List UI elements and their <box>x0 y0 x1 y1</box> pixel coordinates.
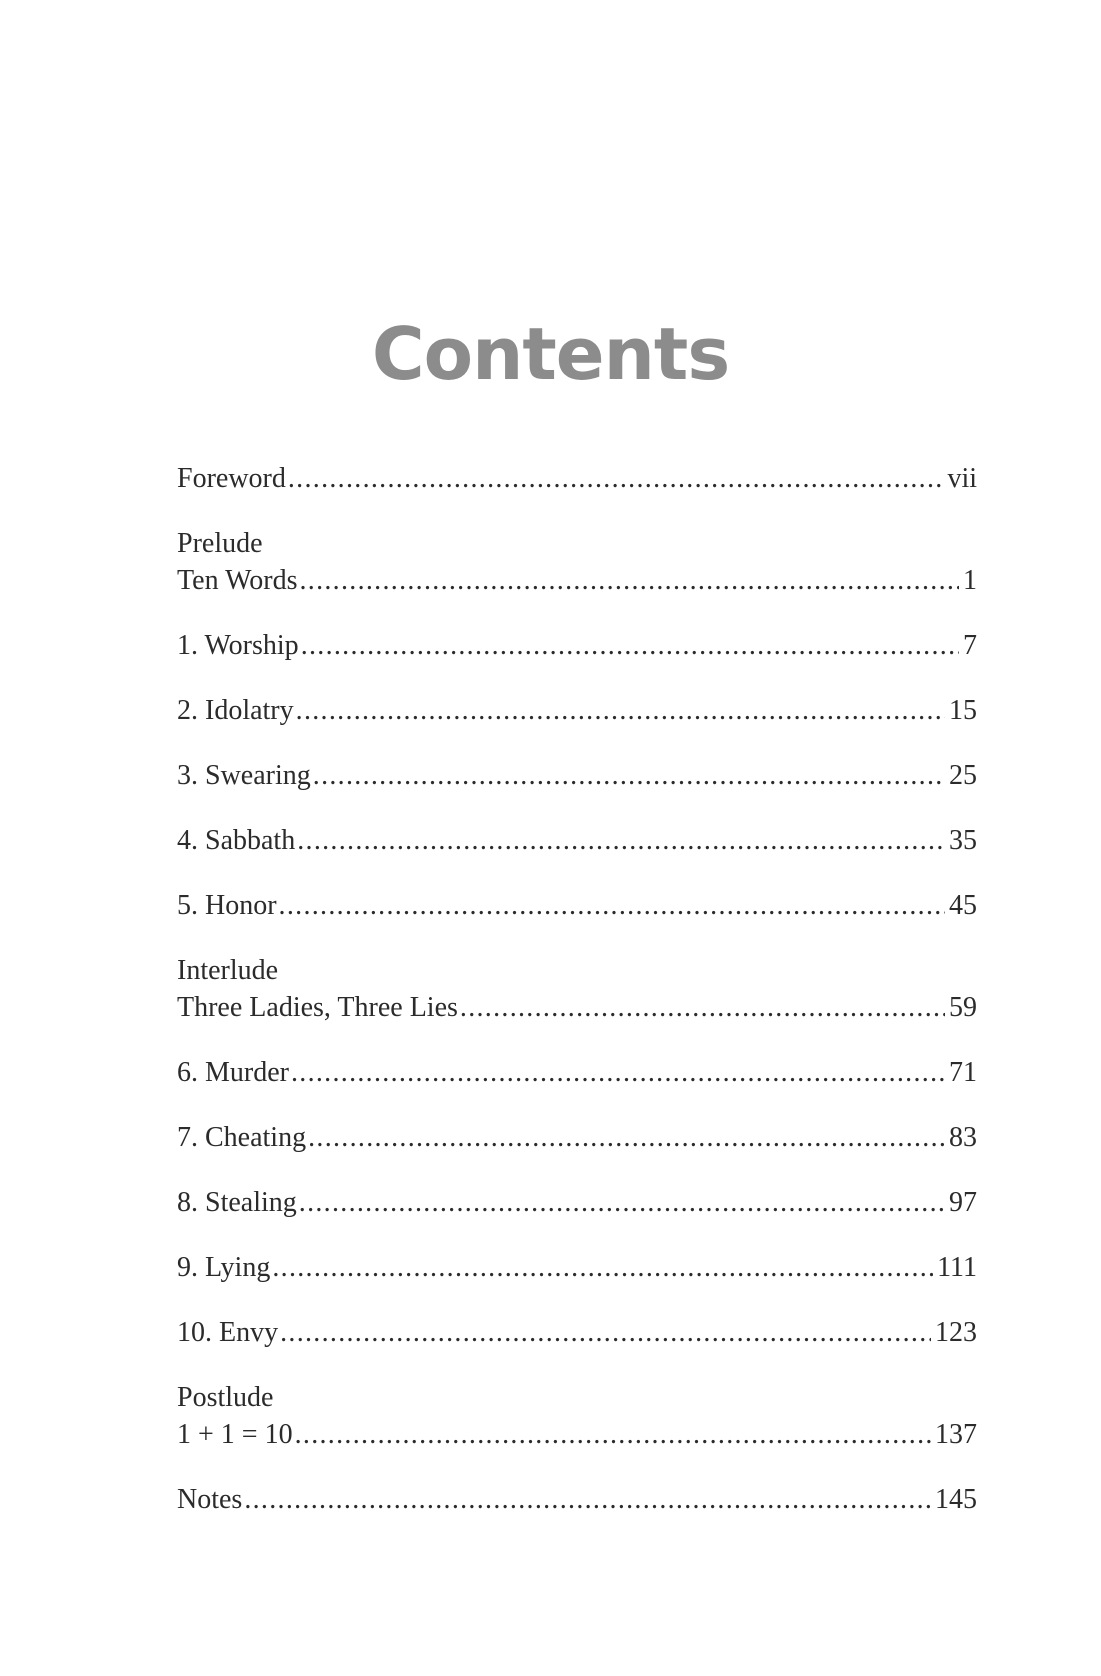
toc-section-heading: Prelude <box>177 528 263 559</box>
toc-entry-label: 3. Swearing <box>177 760 311 791</box>
toc-row <box>177 1054 977 1091</box>
toc-page-number: 123 <box>935 1317 977 1348</box>
toc-section-heading: Interlude <box>177 955 279 986</box>
toc-page-number: 145 <box>935 1484 977 1515</box>
toc-entry-label: Three Ladies, Three Lies <box>177 992 458 1023</box>
toc-page-number: 71 <box>949 1057 977 1088</box>
toc-entry-postlude <box>177 1379 977 1453</box>
toc-entry-stealing <box>177 1184 977 1221</box>
toc-row <box>177 562 977 599</box>
page-title: Contents <box>371 312 730 396</box>
toc-entry-label: Notes <box>177 1484 243 1515</box>
toc-row <box>177 1314 977 1351</box>
toc-entry-honor <box>177 887 977 924</box>
toc-page-number: 45 <box>949 890 977 921</box>
toc-entry-label: Ten Words <box>177 565 298 596</box>
toc-entry-label: 1. Worship <box>177 630 299 661</box>
toc-entry-swearing <box>177 757 977 794</box>
toc-page-number: 97 <box>949 1187 977 1218</box>
toc-page-number: vii <box>947 463 977 494</box>
dot-leader <box>244 1481 931 1518</box>
table-of-contents <box>177 460 977 1518</box>
toc-row <box>177 757 977 794</box>
toc-page-number: 59 <box>949 992 977 1023</box>
toc-entry-label: 7. Cheating <box>177 1122 307 1153</box>
toc-row <box>177 1416 977 1453</box>
toc-page-number: 7 <box>963 630 977 661</box>
toc-page-number: 83 <box>949 1122 977 1153</box>
toc-page-number: 35 <box>949 825 977 856</box>
toc-row <box>177 1481 977 1518</box>
toc-entry-label: 8. Stealing <box>177 1187 297 1218</box>
toc-entry-label: 1 + 1 = 10 <box>177 1419 293 1450</box>
dot-leader <box>295 1416 931 1453</box>
toc-row <box>177 822 977 859</box>
toc-entry-idolatry <box>177 692 977 729</box>
toc-row <box>177 460 977 497</box>
toc-page-number: 137 <box>935 1419 977 1450</box>
dot-leader <box>296 692 945 729</box>
toc-entry-interlude <box>177 952 977 1026</box>
toc-row <box>177 989 977 1026</box>
toc-page-number: 15 <box>949 695 977 726</box>
dot-leader <box>313 757 945 794</box>
toc-row <box>177 1184 977 1221</box>
toc-row <box>177 627 977 664</box>
dot-leader <box>291 1054 945 1091</box>
toc-row <box>177 692 977 729</box>
toc-entry-lying <box>177 1249 977 1286</box>
dot-leader <box>279 887 945 924</box>
toc-page-number: 25 <box>949 760 977 791</box>
toc-row <box>177 887 977 924</box>
toc-entry-label: 9. Lying <box>177 1252 271 1283</box>
toc-section-heading: Postlude <box>177 1382 274 1413</box>
toc-page-number: 111 <box>937 1252 977 1283</box>
dot-leader <box>299 562 959 599</box>
dot-leader <box>301 627 959 664</box>
toc-row <box>177 1119 977 1156</box>
toc-row <box>177 1249 977 1286</box>
dot-leader <box>272 1249 933 1286</box>
toc-entry-label: Foreword <box>177 463 286 494</box>
dot-leader <box>299 1184 945 1221</box>
toc-page-number: 1 <box>963 565 977 596</box>
toc-entry-label: 6. Murder <box>177 1057 289 1088</box>
toc-entry-notes <box>177 1481 977 1518</box>
toc-entry-murder <box>177 1054 977 1091</box>
toc-entry-foreword <box>177 460 977 497</box>
toc-entry-label: 4. Sabbath <box>177 825 296 856</box>
toc-entry-envy <box>177 1314 977 1351</box>
toc-entry-prelude <box>177 525 977 599</box>
dot-leader <box>280 1314 931 1351</box>
dot-leader <box>308 1119 945 1156</box>
toc-entry-worship <box>177 627 977 664</box>
dot-leader <box>288 460 944 497</box>
toc-entry-cheating <box>177 1119 977 1156</box>
toc-entry-label: 2. Idolatry <box>177 695 294 726</box>
dot-leader <box>460 989 945 1026</box>
toc-entry-label: 10. Envy <box>177 1317 279 1348</box>
toc-entry-sabbath <box>177 822 977 859</box>
dot-leader <box>297 822 945 859</box>
toc-entry-label: 5. Honor <box>177 890 277 921</box>
